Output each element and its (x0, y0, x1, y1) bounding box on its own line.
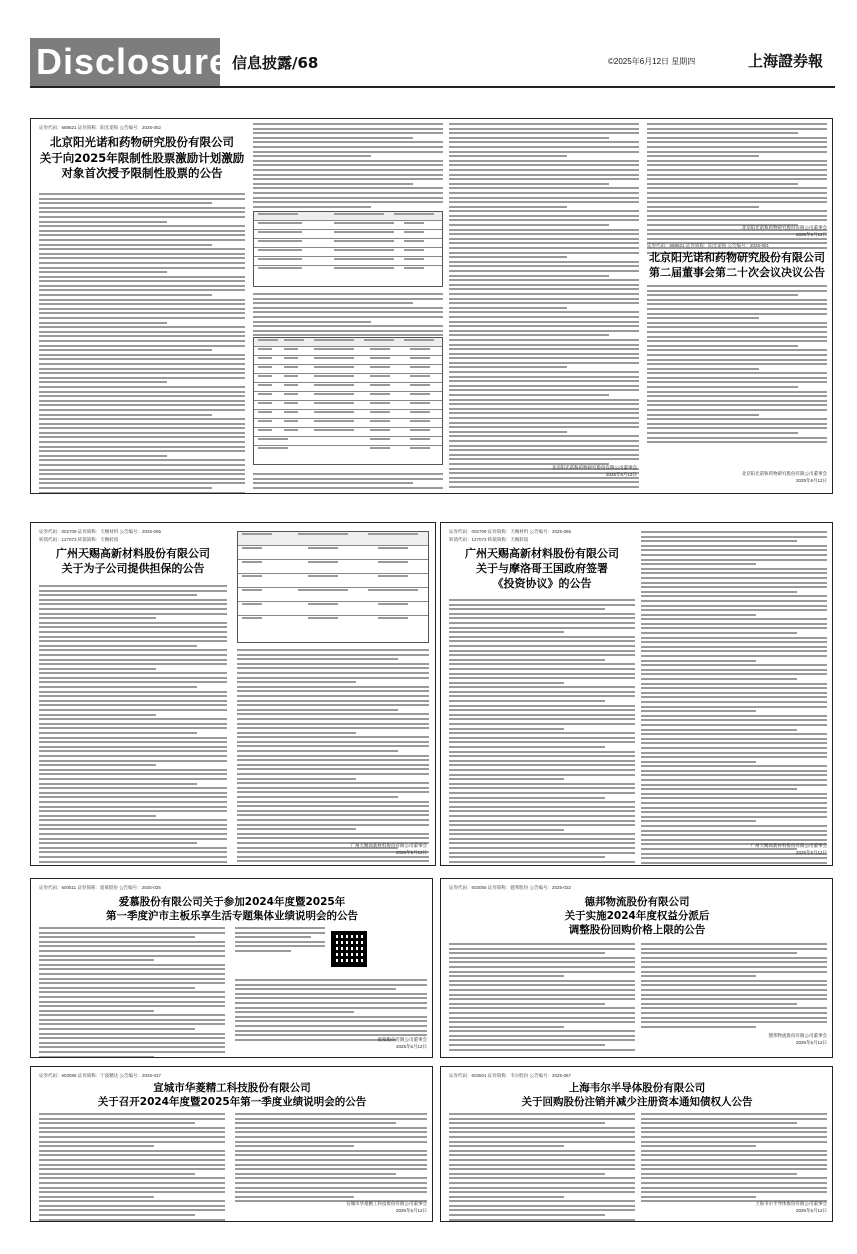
notice-title-line: 爱慕股份有限公司关于参加2024年度暨2025年 (118, 896, 346, 908)
body-text (39, 1113, 225, 1222)
signature-org: 北京阳光诺和药物研究股份有限公司董事会 (551, 465, 637, 470)
notice-signature (235, 1201, 427, 1215)
body-text (235, 1113, 427, 1205)
notice-title (447, 1081, 827, 1109)
signature-date: 2025年6月12日 (795, 1207, 827, 1213)
notice-signature (641, 1201, 827, 1215)
body-text-col4b (647, 285, 827, 446)
data-table (253, 211, 443, 287)
notice-panel-deppon (440, 878, 833, 1058)
body-text (449, 943, 635, 1053)
notice-title-line: 宣城市华菱精工科技股份有限公司 (153, 1082, 311, 1094)
notice-panel-tianci-morocco (440, 522, 833, 866)
notice-signature (449, 465, 637, 479)
newspaper-name: 上海證券報 (748, 52, 824, 70)
signature-org: 爱慕股份有限公司董事会 (377, 1037, 427, 1042)
notice-code-line: 证券代码：688621 证券简称：阳光诺和 公告编号：2025-052 (39, 125, 162, 130)
body-text (237, 649, 429, 866)
signature-date: 2025年6月12日 (395, 1207, 427, 1213)
signature-org: 广州天赐高新材料股份有限公司董事会 (350, 843, 427, 848)
notice-panel-aimer (30, 878, 433, 1058)
signature-org: 北京阳光诺和药物研究股份有限公司董事会 (741, 471, 827, 476)
notice-code-line: 转债代码：127073 转债简称：天赐转债 (449, 537, 529, 542)
notice-title-line: 关于回购股份注销并减少注册资本通知债权人公告 (521, 1096, 753, 1109)
notice-panel-yangguang (30, 118, 833, 494)
signature-org: 宣城市华菱精工科技股份有限公司董事会 (346, 1201, 427, 1206)
signature-org: 广州天赐高新材料股份有限公司董事会 (750, 843, 827, 848)
notice-title-line: 关于实施2024年度权益分派后 (564, 910, 710, 923)
notice-code-line: 证券代码：603056 证券简称：德邦股份 公告编号：2025-032 (449, 885, 572, 890)
body-text (641, 943, 827, 1030)
notice-title-line: 第一季度沪市主板乐享生活专题集体业绩说明会的公告 (106, 910, 358, 923)
qr-code-icon (331, 931, 367, 967)
notice-title (447, 895, 827, 938)
notice-title-line: 上海韦尔半导体股份有限公司 (568, 1082, 706, 1094)
body-text-col2c (253, 473, 443, 491)
notice-title (447, 547, 637, 592)
body-text (449, 1113, 635, 1222)
signature-date: 2025年6月12日 (795, 849, 827, 855)
notice-signature (647, 471, 827, 485)
body-text-col2 (253, 123, 443, 210)
masthead (30, 38, 835, 86)
signature-date: 2025年6月12日 (795, 231, 827, 237)
notice-title-line: 北京阳光诺和药物研究股份有限公司 (649, 251, 825, 264)
signature-date: 2025年6月12日 (395, 849, 427, 855)
notice-title-line: 北京阳光诺和药物研究股份有限公司 (50, 135, 234, 149)
notice-title-line: 《投资协议》的公告 (492, 576, 592, 590)
notice-signature (641, 1033, 827, 1047)
body-text-col3 (449, 123, 639, 491)
notice-panel-willsemi (440, 1066, 833, 1222)
signature-org: 北京阳光诺和药物研究股份有限公司董事会 (741, 225, 827, 230)
notice-panel-tianci-guarantee (30, 522, 436, 866)
body-text (235, 979, 427, 1043)
notice-title-line: 第二届董事会第二十次会议决议公告 (649, 265, 825, 279)
issue-date: ©2025年6月12日 星期四 (608, 57, 696, 66)
notice-title-line: 德邦物流股份有限公司 (584, 896, 690, 908)
body-text (641, 1113, 827, 1205)
masthead-rule (30, 86, 835, 88)
notice-panel-hualing (30, 1066, 433, 1222)
notice-signature (237, 843, 427, 857)
signature-date: 2025年6月12日 (795, 1039, 827, 1045)
notice-title-line: 调整股份回购价格上限的公告 (568, 924, 706, 937)
body-text (39, 585, 227, 866)
body-text-col2b (253, 293, 443, 339)
notice-title (37, 547, 229, 577)
notice-title (37, 895, 427, 923)
notice-title (647, 251, 827, 281)
data-table (253, 337, 443, 465)
body-text (641, 531, 827, 866)
notice-signature (647, 225, 827, 239)
body-text-col1 (39, 193, 245, 494)
notice-signature (641, 843, 827, 857)
notice-signature (235, 1037, 427, 1051)
notice-title-line: 广州天赐高新材料股份有限公司 (56, 547, 210, 560)
data-table (237, 531, 429, 643)
notice-code-line: 证券代码：002709 证券简称：天赐材料 公告编号：2025-066 (449, 529, 572, 534)
notice-code-line: 证券代码：600511 证券简称：爱慕股份 公告编号：2025-025 (39, 885, 161, 890)
signature-org: 德邦物流股份有限公司董事会 (768, 1033, 827, 1038)
body-text (449, 599, 635, 866)
notice-title (37, 1081, 427, 1109)
body-text (39, 927, 225, 1058)
notice-title-line: 对象首次授予限制性股票的公告 (61, 166, 223, 181)
notice-code-line: 证券代码：603088 证券简称：宁波精达 公告编号：2025-037 (39, 1073, 162, 1078)
signature-org: 上海韦尔半导体股份有限公司董事会 (755, 1201, 827, 1206)
notice-title-line: 广州天赐高新材料股份有限公司 (465, 547, 619, 560)
masthead-logo: Disclosure (30, 38, 220, 86)
section-title: 信息披露/68 (232, 54, 319, 72)
signature-date: 2025年6月12日 (605, 471, 637, 477)
notice-code-line: 证券代码：002709 证券简称：天赐材料 公告编号：2025-065 (39, 529, 162, 534)
notice-title-line: 关于与摩洛哥王国政府签署 (476, 561, 608, 575)
notice-code-line: 转债代码：127073 转债简称：天赐转债 (39, 537, 119, 542)
notice-code-line: 证券代码：603501 证券简称：韦尔股份 公告编号：2025-067 (449, 1073, 572, 1078)
body-text (235, 927, 325, 955)
notice-code-line: 证券代码：688621 证券简称：阳光诺和 公告编号：2025-051 (647, 243, 770, 248)
notice-title-line: 关于向2025年限制性股票激励计划激励 (39, 150, 245, 165)
notice-title-line: 关于召开2024年度暨2025年第一季度业绩说明会的公告 (97, 1096, 367, 1109)
notice-title (37, 135, 247, 182)
notice-title-line: 关于为子公司提供担保的公告 (61, 561, 205, 575)
signature-date: 2025年6月12日 (795, 477, 827, 483)
signature-date: 2025年6月12日 (395, 1043, 427, 1049)
